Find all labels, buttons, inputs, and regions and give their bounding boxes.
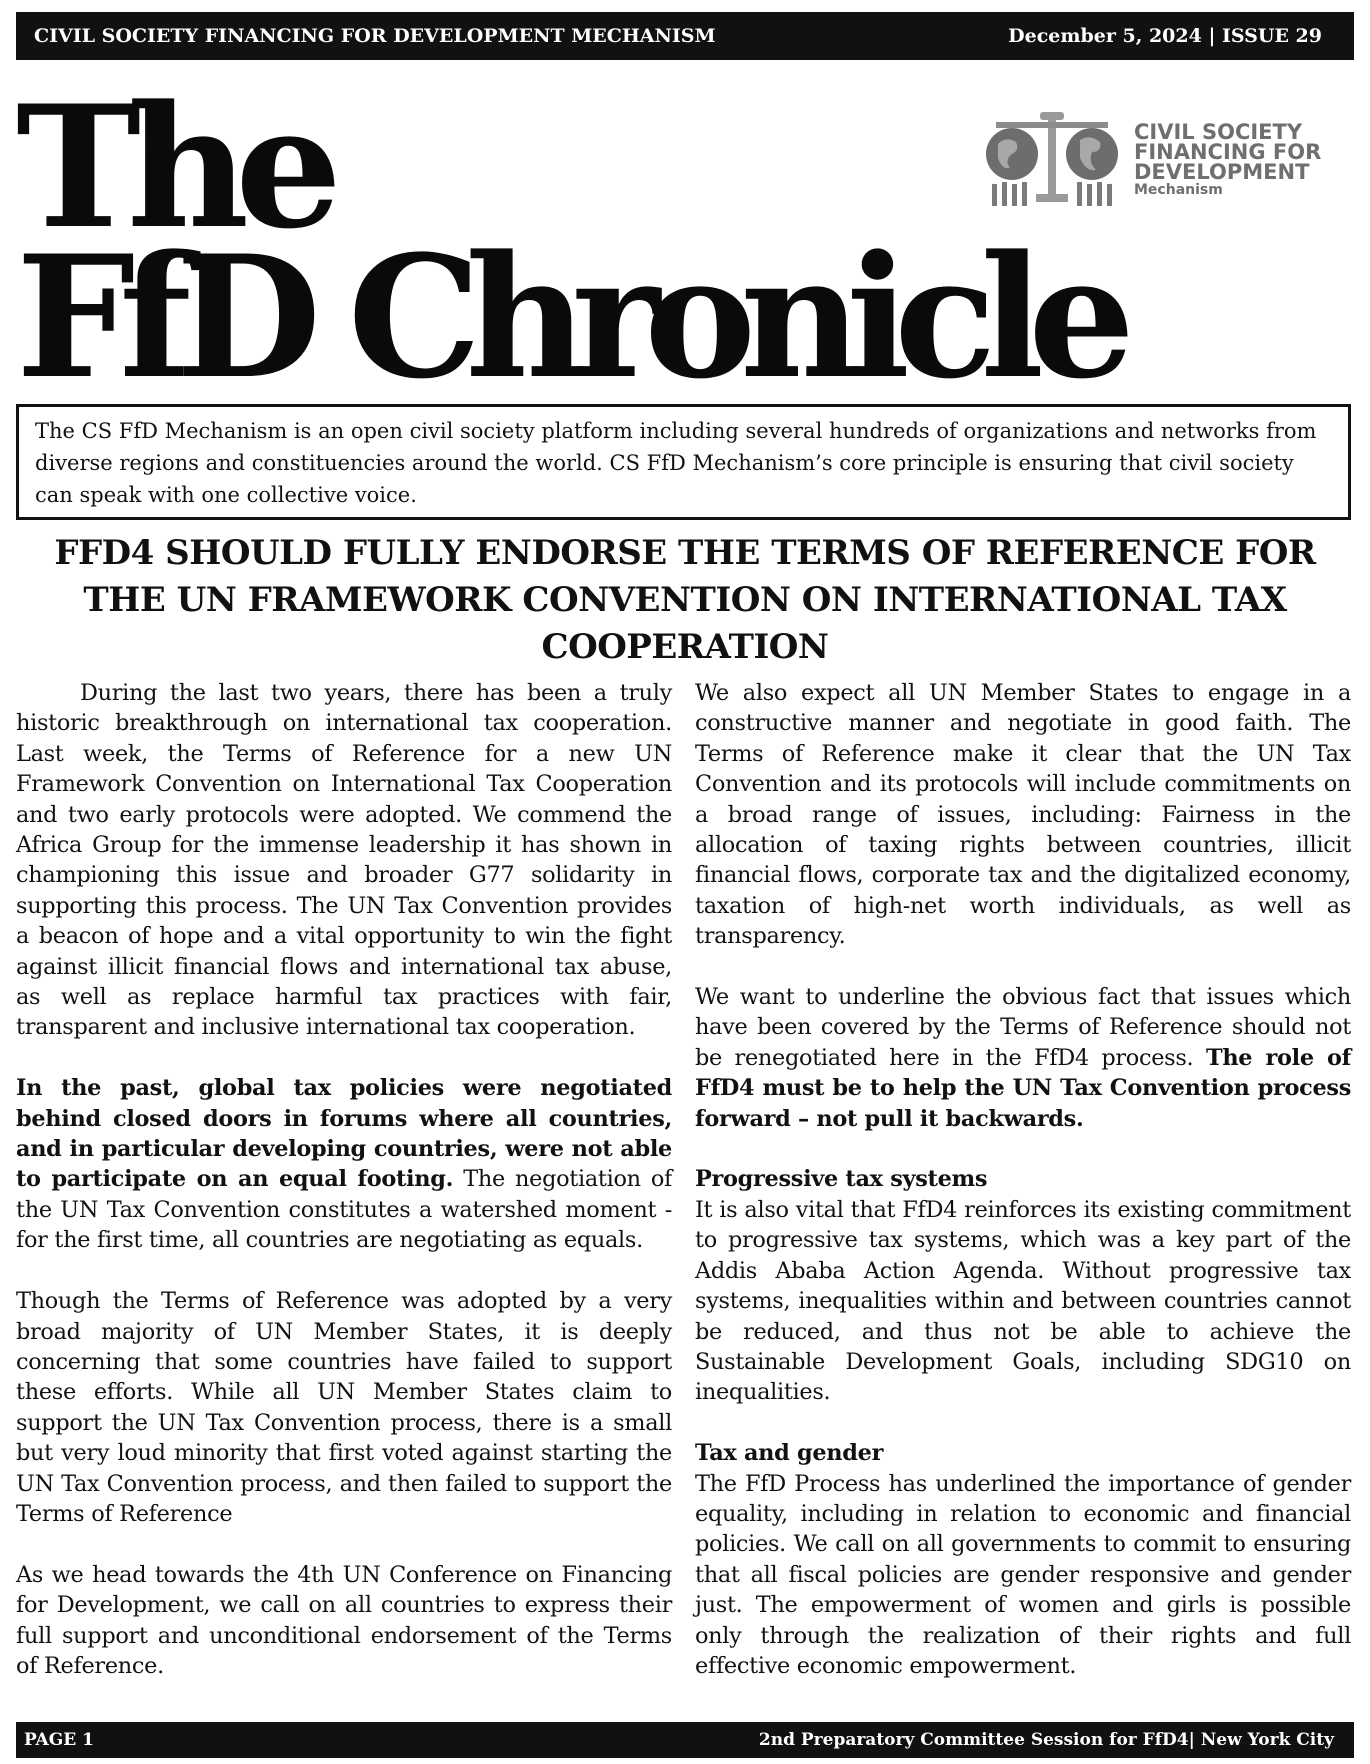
paragraph — [16, 1073, 672, 1255]
scales-globes-icon — [982, 110, 1122, 210]
paragraph: We also expect all UN Member States to engage in a constructive manner and negotiate in good faith. The Terms of Reference make it clear that the UN Tax Convention and its protocols will include commitments on a broad range of issues, including: Fairness in the allocation of taxing rights between countries, illicit financial flows, corporate tax and the digitalized economy, taxation of high-net worth individuals, as well as transparency. — [695, 680, 1351, 950]
paragraph-text: The negotiation of the UN Tax Convention constitutes a watershed moment - for the first time, all countries are negotiating as equals. — [16, 1166, 673, 1254]
paragraph: Though the Terms of Reference was adopted by a very broad majority of UN Member States, it is deeply concerning that some countries have failed to support these efforts. While all UN Member States claim to support the UN Tax Convention process, there is a small but very loud minority that first voted against starting the UN Tax Convention process, and then failed to support the Terms of Reference — [16, 1288, 672, 1527]
footer-bar — [16, 1722, 1354, 1758]
paragraph-text: We want to underline the obvious fact that issues which have been covered by the Terms of Reference should not be renegotiated here in the FfD4 process. — [695, 984, 1351, 1071]
paragraph: The FfD Process has underlined the importance of gender equality, including in relation to economic and financial policies. We call on all governments to commit to ensuring that all fiscal policies are gender responsive and gender just. The empowerment of women and girls is possible only through the realization of their rights and full effective economic empowerment. — [695, 1470, 1351, 1679]
intro-box: The CS FfD Mechanism is an open civil society platform including several hundreds of organizations and networks from diverse regions and constituencies around the world. CS FfD Mechanism’s core principle is ensuring that civil society can speak with one collective voice. — [16, 404, 1351, 520]
page-number: PAGE 1 — [24, 1730, 94, 1750]
paragraph: It is also vital that FfD4 reinforces its existing commitment to progressive tax systems, which was a key part of the Addis Ababa Action Agenda. Without progressive tax systems, inequalities within and between countries cannot be reduced, and thus not be able to achieve the Sustainable Development Goals, including SDG10 on inequalities. — [695, 1196, 1351, 1406]
organization-logo — [982, 108, 1334, 212]
logo-text — [1134, 122, 1321, 198]
left-column — [16, 678, 672, 1712]
event-name: 2nd Preparatory Committee Session for FfD4| New York City — [758, 1730, 1334, 1750]
organization-name: CIVIL SOCIETY FINANCING FOR DEVELOPMENT MECHANISM — [34, 25, 716, 47]
logo-line-2: FINANCING FOR — [1134, 140, 1322, 164]
article-headline: FFD4 SHOULD FULLY ENDORSE THE TERMS OF REFERENCE FOR THE UN FRAMEWORK CONVENTION ON INTERNATIONAL TAX COOPERATION — [54, 533, 1316, 667]
bold-text: The role of FfD4 must be to help the UN Tax Convention process forward – not pull it backwards. — [695, 1044, 1351, 1132]
right-column — [695, 678, 1351, 1712]
logo-line-1: CIVIL SOCIETY — [1134, 120, 1303, 144]
logo-line-4: Mechanism — [1134, 182, 1223, 198]
masthead-line-1: The — [16, 68, 329, 266]
masthead-line-2: FfD Chronicle — [16, 218, 1120, 416]
issue-date: December 5, 2024 | ISSUE 29 — [1008, 25, 1322, 47]
paragraph: As we head towards the 4th UN Conference on Financing for Development, we call on all countries to express their full support and unconditional endorsement of the Terms of Reference. — [16, 1561, 672, 1679]
header-bar — [16, 12, 1354, 60]
paragraph: During the last two years, there has been a truly historic breakthrough on international tax cooperation. Last week, the Terms of Reference for a new UN Framework Convention on International Tax Cooperation and two early protocols were adopted. We commend the Africa Group for the immense leadership it has shown in championing this issue and broader G77 solidarity in supporting this process. The UN Tax Convention provides a beacon of hope and a vital opportunity to win the fight against illicit financial flows and international tax abuse, as well as replace harmful tax practices with fair, transparent and inclusive international tax cooperation. — [16, 680, 672, 1041]
section-heading: Progressive tax systems — [695, 1166, 988, 1193]
masthead-title — [16, 68, 1120, 416]
logo-line-3: DEVELOPMENT — [1134, 160, 1310, 184]
section-heading: Tax and gender — [695, 1440, 884, 1467]
bold-text: In the past, global tax policies were negotiated behind closed doors in forums where all countries, and in particular developing countries, were not able to participate on an equal footing. — [16, 1075, 672, 1193]
paragraph — [695, 982, 1351, 1134]
